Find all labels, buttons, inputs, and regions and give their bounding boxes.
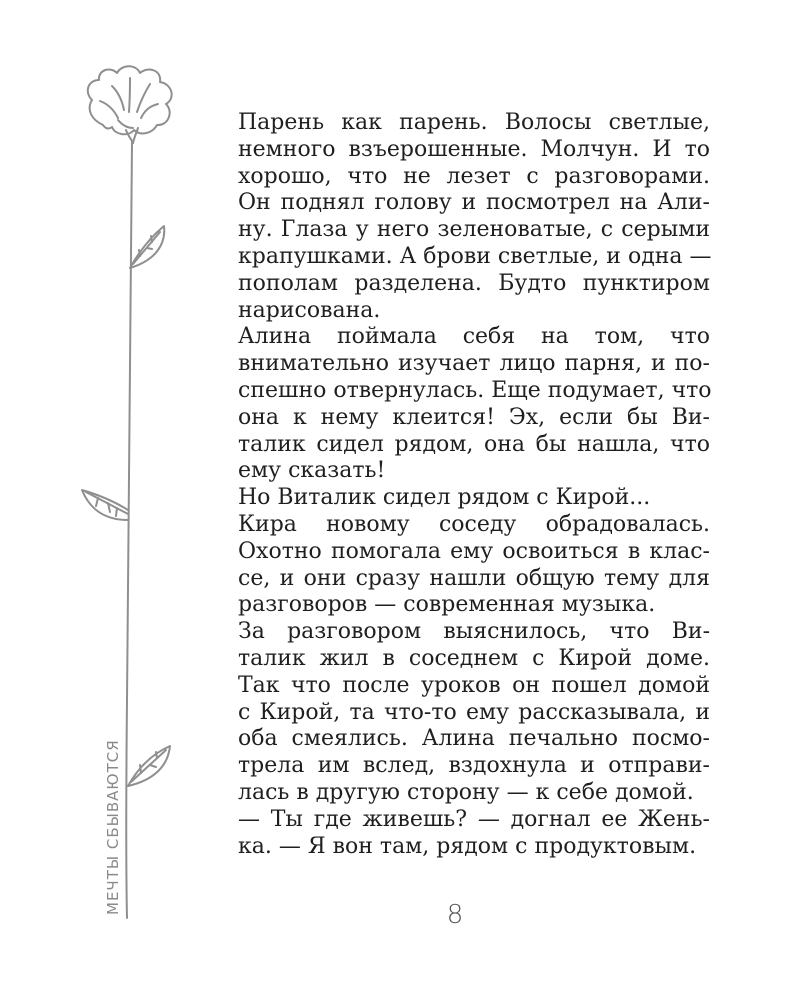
text-line: пополам разделена. Будто пунктиром bbox=[238, 270, 710, 296]
text-line: с Кирой, та что-то ему рассказывала, и bbox=[238, 699, 710, 725]
text-line: ну. Глаза у него зеленоватые, с серыми bbox=[238, 217, 710, 243]
text-line: Он поднял голову и посмотрел на Али- bbox=[238, 190, 710, 216]
paragraph bbox=[200, 512, 710, 619]
text-line: ка. — Я вон там, рядом с продуктовым. bbox=[238, 833, 697, 859]
text-line: Так что после уроков он пошел домой bbox=[238, 672, 710, 698]
text-line: оба смеялись. Алина печально посмо- bbox=[238, 726, 710, 752]
text-line: Алина поймала себя на том, что bbox=[238, 324, 710, 350]
text-line: Кира новому соседу обрадовалась. bbox=[238, 511, 710, 537]
page-text bbox=[200, 110, 710, 860]
text-line: За разговором выяснилось, что Ви- bbox=[238, 619, 710, 645]
text-line: ему сказать! bbox=[238, 458, 386, 484]
text-line: спешно отвернулась. Еще подумает, что bbox=[238, 377, 712, 403]
text-line: Парень как парень. Волосы светлые, bbox=[238, 110, 710, 135]
paragraph bbox=[200, 485, 710, 512]
text-line: немного взъерошенные. Молчун. И то bbox=[238, 136, 710, 162]
paragraph bbox=[200, 324, 710, 485]
page-number: 8 bbox=[446, 900, 464, 930]
text-line: разговоров — современная музыка. bbox=[238, 592, 656, 618]
carnation-blossom-icon bbox=[88, 66, 172, 143]
leaf-lower-icon bbox=[128, 746, 170, 786]
text-line: крапушками. А брови светлые, и одна — bbox=[238, 243, 712, 269]
book-title-vertical: МЕЧТЫ СБЫВАЮТСЯ bbox=[104, 739, 122, 915]
flower-stem bbox=[126, 142, 132, 918]
leaf-middle-icon bbox=[82, 490, 128, 520]
text-line: Но Виталик сидел рядом с Кирой... bbox=[238, 485, 651, 511]
text-line: она к нему клеится! Эх, если бы Ви- bbox=[238, 404, 710, 430]
text-line: талик сидел рядом, она бы нашла, что bbox=[238, 431, 710, 457]
text-line: трела им вслед, вздохнула и отправи- bbox=[238, 753, 710, 779]
text-line: се, и они сразу нашли общую тему для bbox=[238, 565, 710, 591]
text-line: лась в другую сторону — к себе домой. bbox=[238, 779, 694, 805]
paragraph bbox=[200, 807, 710, 861]
text-line: Охотно помогала ему освоиться в клас- bbox=[238, 538, 710, 564]
paragraph bbox=[200, 619, 710, 807]
text-line: нарисована. bbox=[238, 297, 381, 323]
leaf-upper-icon bbox=[130, 226, 164, 268]
text-line: талик жил в соседнем с Кирой доме. bbox=[238, 645, 710, 671]
text-line: хорошо, что не лезет с разговорами. bbox=[238, 163, 710, 189]
paragraph bbox=[200, 110, 710, 324]
text-line: — Ты где живешь? — догнал ее Жень- bbox=[238, 806, 710, 832]
text-line: внимательно изучает лицо парня, и по- bbox=[238, 351, 710, 377]
